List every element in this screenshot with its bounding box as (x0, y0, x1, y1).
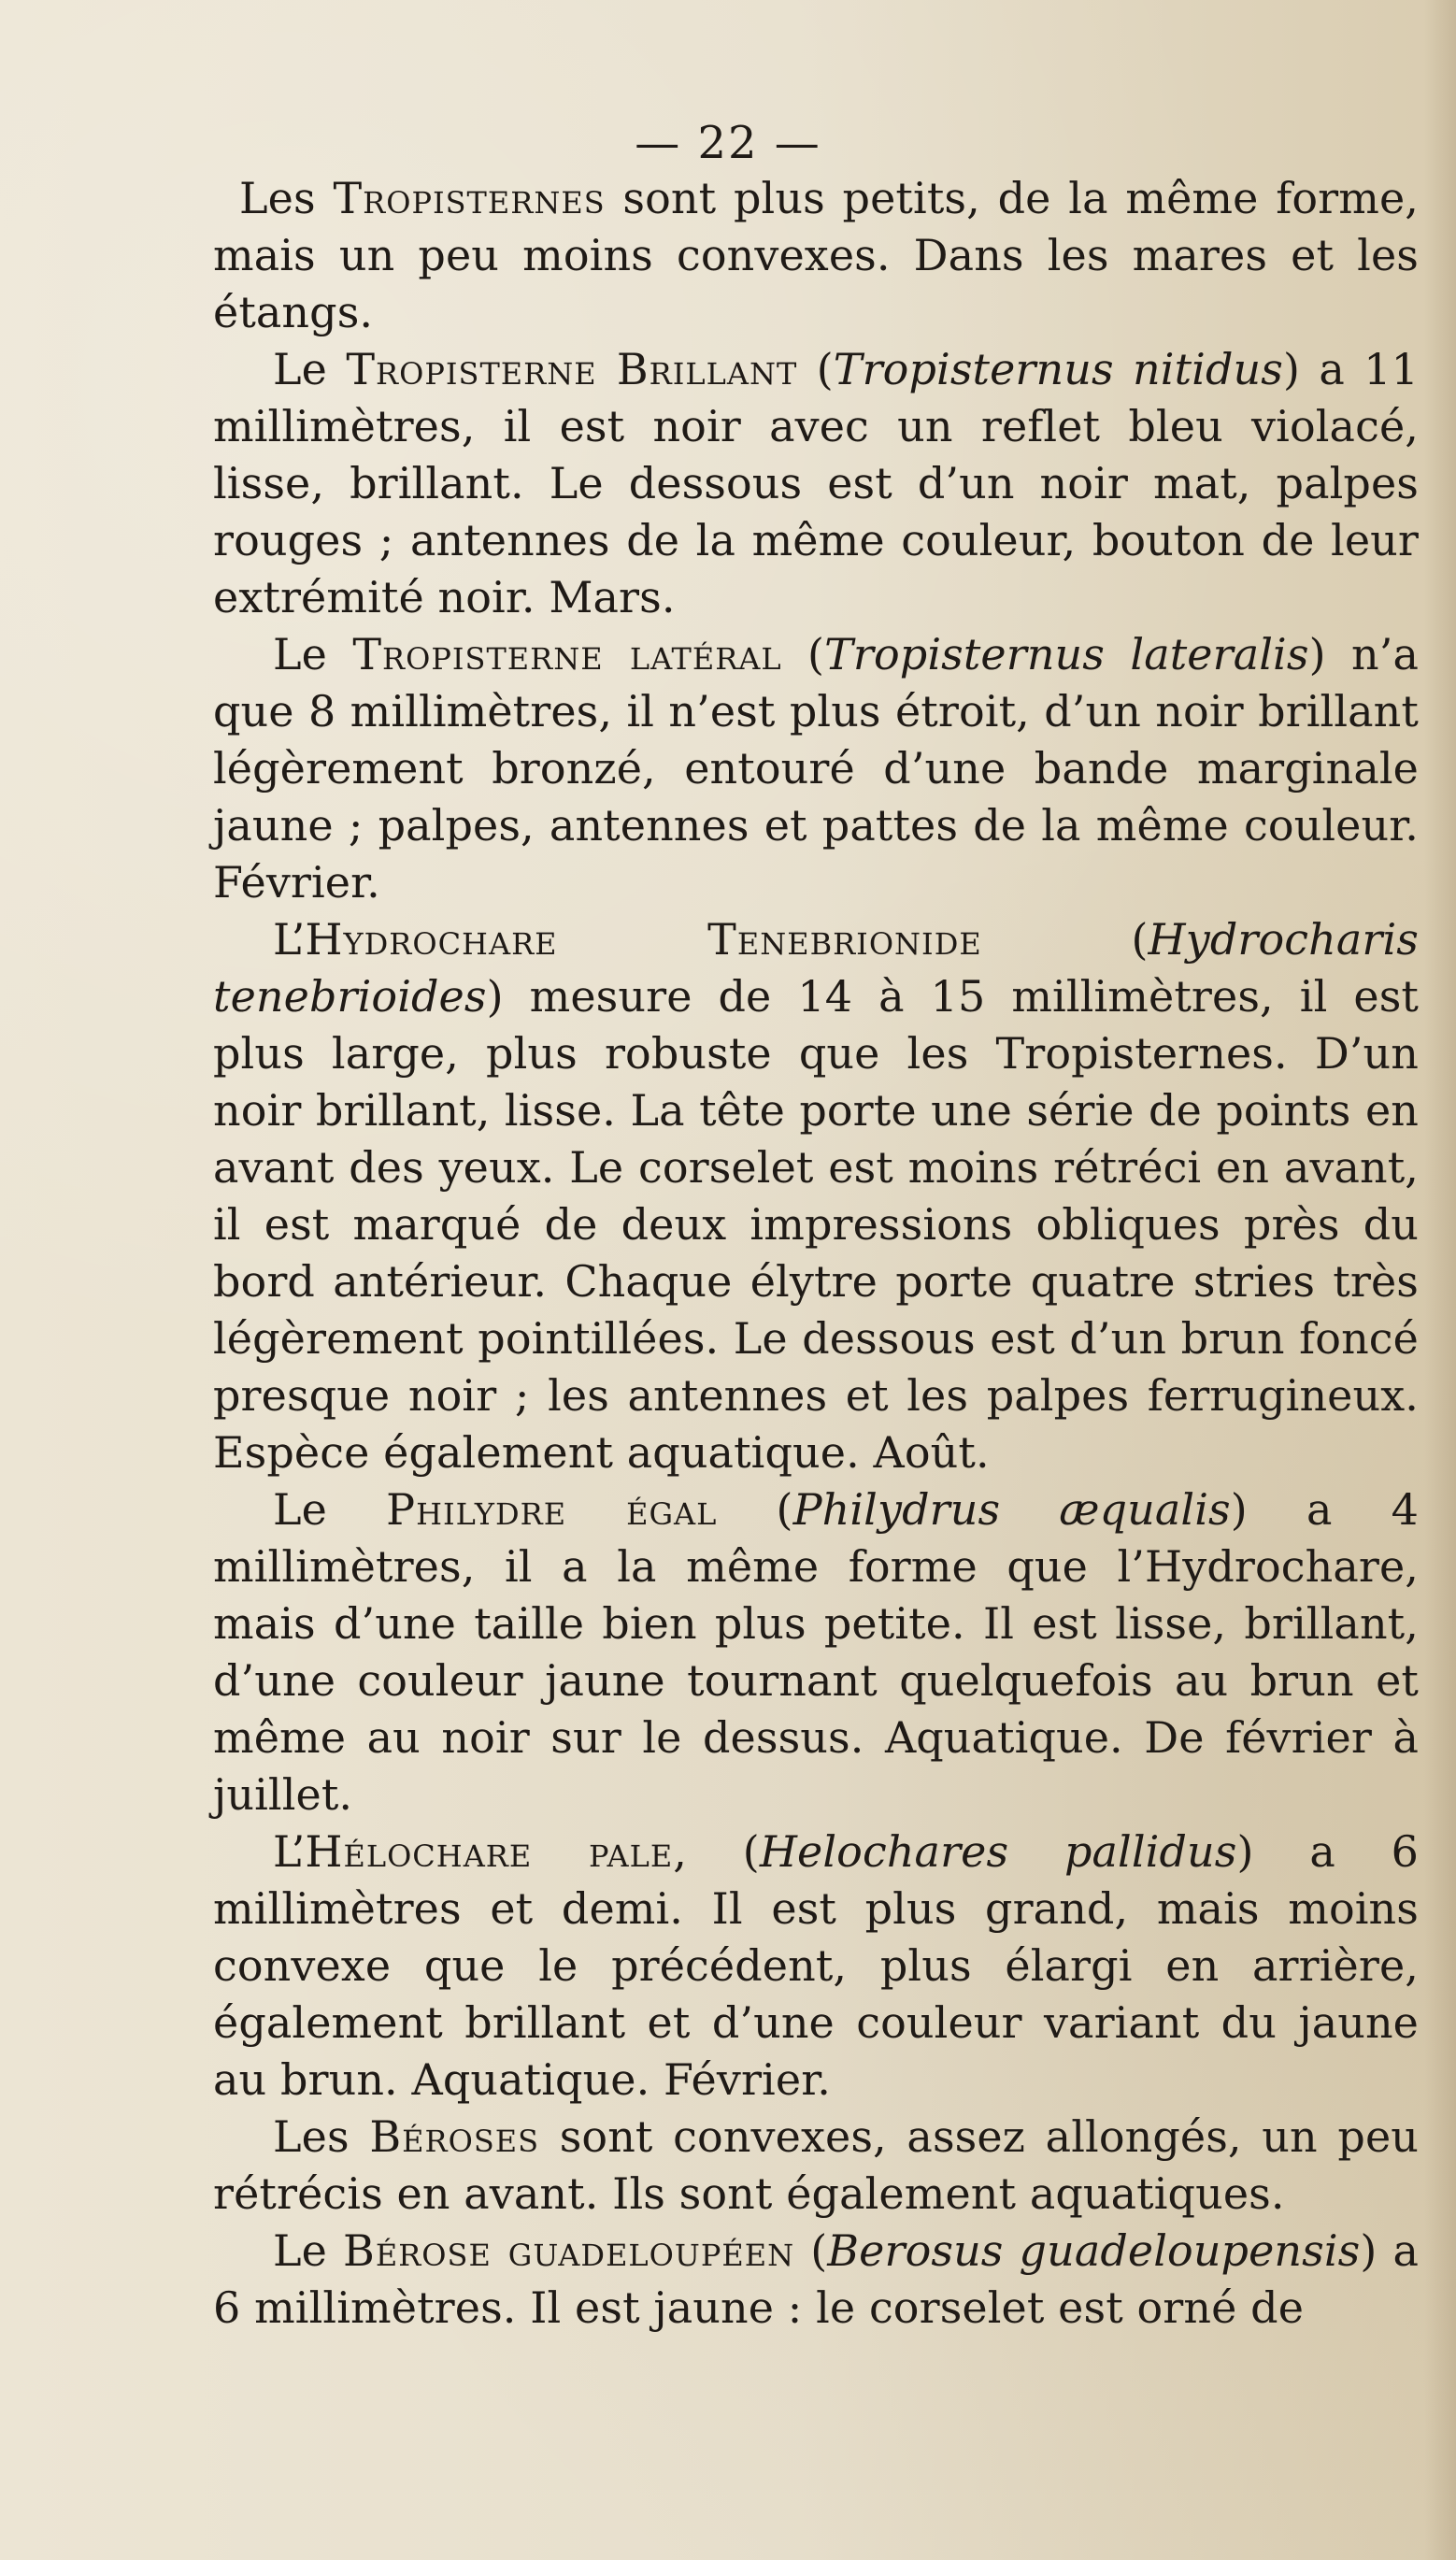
taxon-name: Tropisternes (333, 173, 606, 223)
text-run: Le (273, 2225, 344, 2276)
taxon-name: Hélochare pale (305, 1826, 674, 1877)
taxon-name: Tropisterne Brillant (346, 344, 798, 394)
text-run: ( (781, 629, 825, 679)
taxon-name: Bérose guadeloupéen (343, 2225, 795, 2276)
taxon-name: Béroses (369, 2111, 540, 2162)
taxon-name: Tropisterne latéral (352, 629, 782, 679)
latin-name: Tropisternus lateralis (824, 629, 1309, 679)
latin-name: Tropisternus nitidus (833, 344, 1283, 394)
paragraph-hydrochare (213, 911, 1419, 1481)
latin-name: Hydrocharis tenebrioides (213, 914, 1419, 1022)
text-run: sont plus petits, de la même forme, mais un peu moins convexes. Dans les mares et les étangs. (213, 173, 1419, 337)
text-run: ) a 6 millimètres et demi. Il est plus grand, mais moins convexe que le précédent, plus élargi en arrière, également brillant et d’une couleur variant du jaune au brun. Aquatique. Février. (213, 1826, 1419, 2105)
latin-name: Helochares pallidus (759, 1826, 1237, 1877)
text-run: ( (797, 344, 834, 394)
paragraph-tropisterne-brillant (213, 341, 1419, 626)
text-body (213, 170, 1419, 2337)
taxon-name: Hydrochare Tenebrionide (305, 914, 982, 965)
latin-name: Philydrus æqualis (792, 1484, 1231, 1535)
text-run: ) a 4 millimètres, il a la même forme que l’Hydrochare, mais d’une taille bien plus petite. Il est lisse, brillant, d’une couleur jaune tournant quelquefois au brun et même au noir sur le dessus. Aquatique. De février à juillet. (213, 1484, 1419, 1820)
page-edge-shadow (1424, 0, 1456, 2560)
text-run: Les (273, 2111, 370, 2162)
text-run: ( (717, 1484, 793, 1535)
text-run: Le (273, 1484, 387, 1535)
text-run: ( (794, 2225, 828, 2276)
paragraph-tropisterne-lateral (213, 626, 1419, 911)
text-run: ( (981, 914, 1149, 965)
latin-name: Berosus guadeloupensis (827, 2225, 1361, 2276)
text-run: Les (239, 173, 334, 223)
paragraph-berose-guadeloupeen (213, 2223, 1419, 2337)
taxon-name: Philydre égal (386, 1484, 718, 1535)
paragraph-helochare (213, 1823, 1419, 2109)
paragraph-philydre (213, 1481, 1419, 1823)
text-run: L’ (273, 1826, 306, 1877)
text-run: sont convexes, assez allongés, un peu rétrécis en avant. Ils sont également aquatiques. (213, 2111, 1419, 2219)
page-number: — 22 — (635, 117, 821, 169)
text-run: ) a 6 millimètres. Il est jaune : le corselet est orné de (213, 2225, 1419, 2333)
paragraph-tropisternes (213, 170, 1419, 341)
text-run: , ( (673, 1826, 760, 1877)
text-run: ) mesure de 14 à 15 millimètres, il est plus large, plus robuste que les Tropisternes. D’un noir brillant, lisse. La tête porte une série de points en avant des yeux. Le corselet est moins rétréci en avant, il est marqué de deux impressions obliques près du bord antérieur. Chaque élytre porte quatre stries très légèrement pointillées. Le dessous est d’un brun foncé presque noir ; les antennes et les palpes ferrugineux. Espèce également aquatique. Août. (213, 971, 1419, 1478)
text-run: Le (273, 344, 347, 394)
text-run: Le (273, 629, 353, 679)
paragraph-beroses (213, 2109, 1419, 2223)
text-run: ) a 11 millimètres, il est noir avec un reflet bleu violacé, lisse, brillant. Le dessous est d’un noir mat, palpes rouges ; antennes de la même couleur, bouton de leur extrémité noir. Mars. (213, 344, 1420, 622)
text-run: ) n’a que 8 millimètres, il n’est plus étroit, d’un noir brillant légèrement bronzé, entouré d’une bande marginale jaune ; palpes, antennes et pattes de la même couleur. Février. (213, 629, 1419, 908)
text-run: L’ (273, 914, 306, 965)
